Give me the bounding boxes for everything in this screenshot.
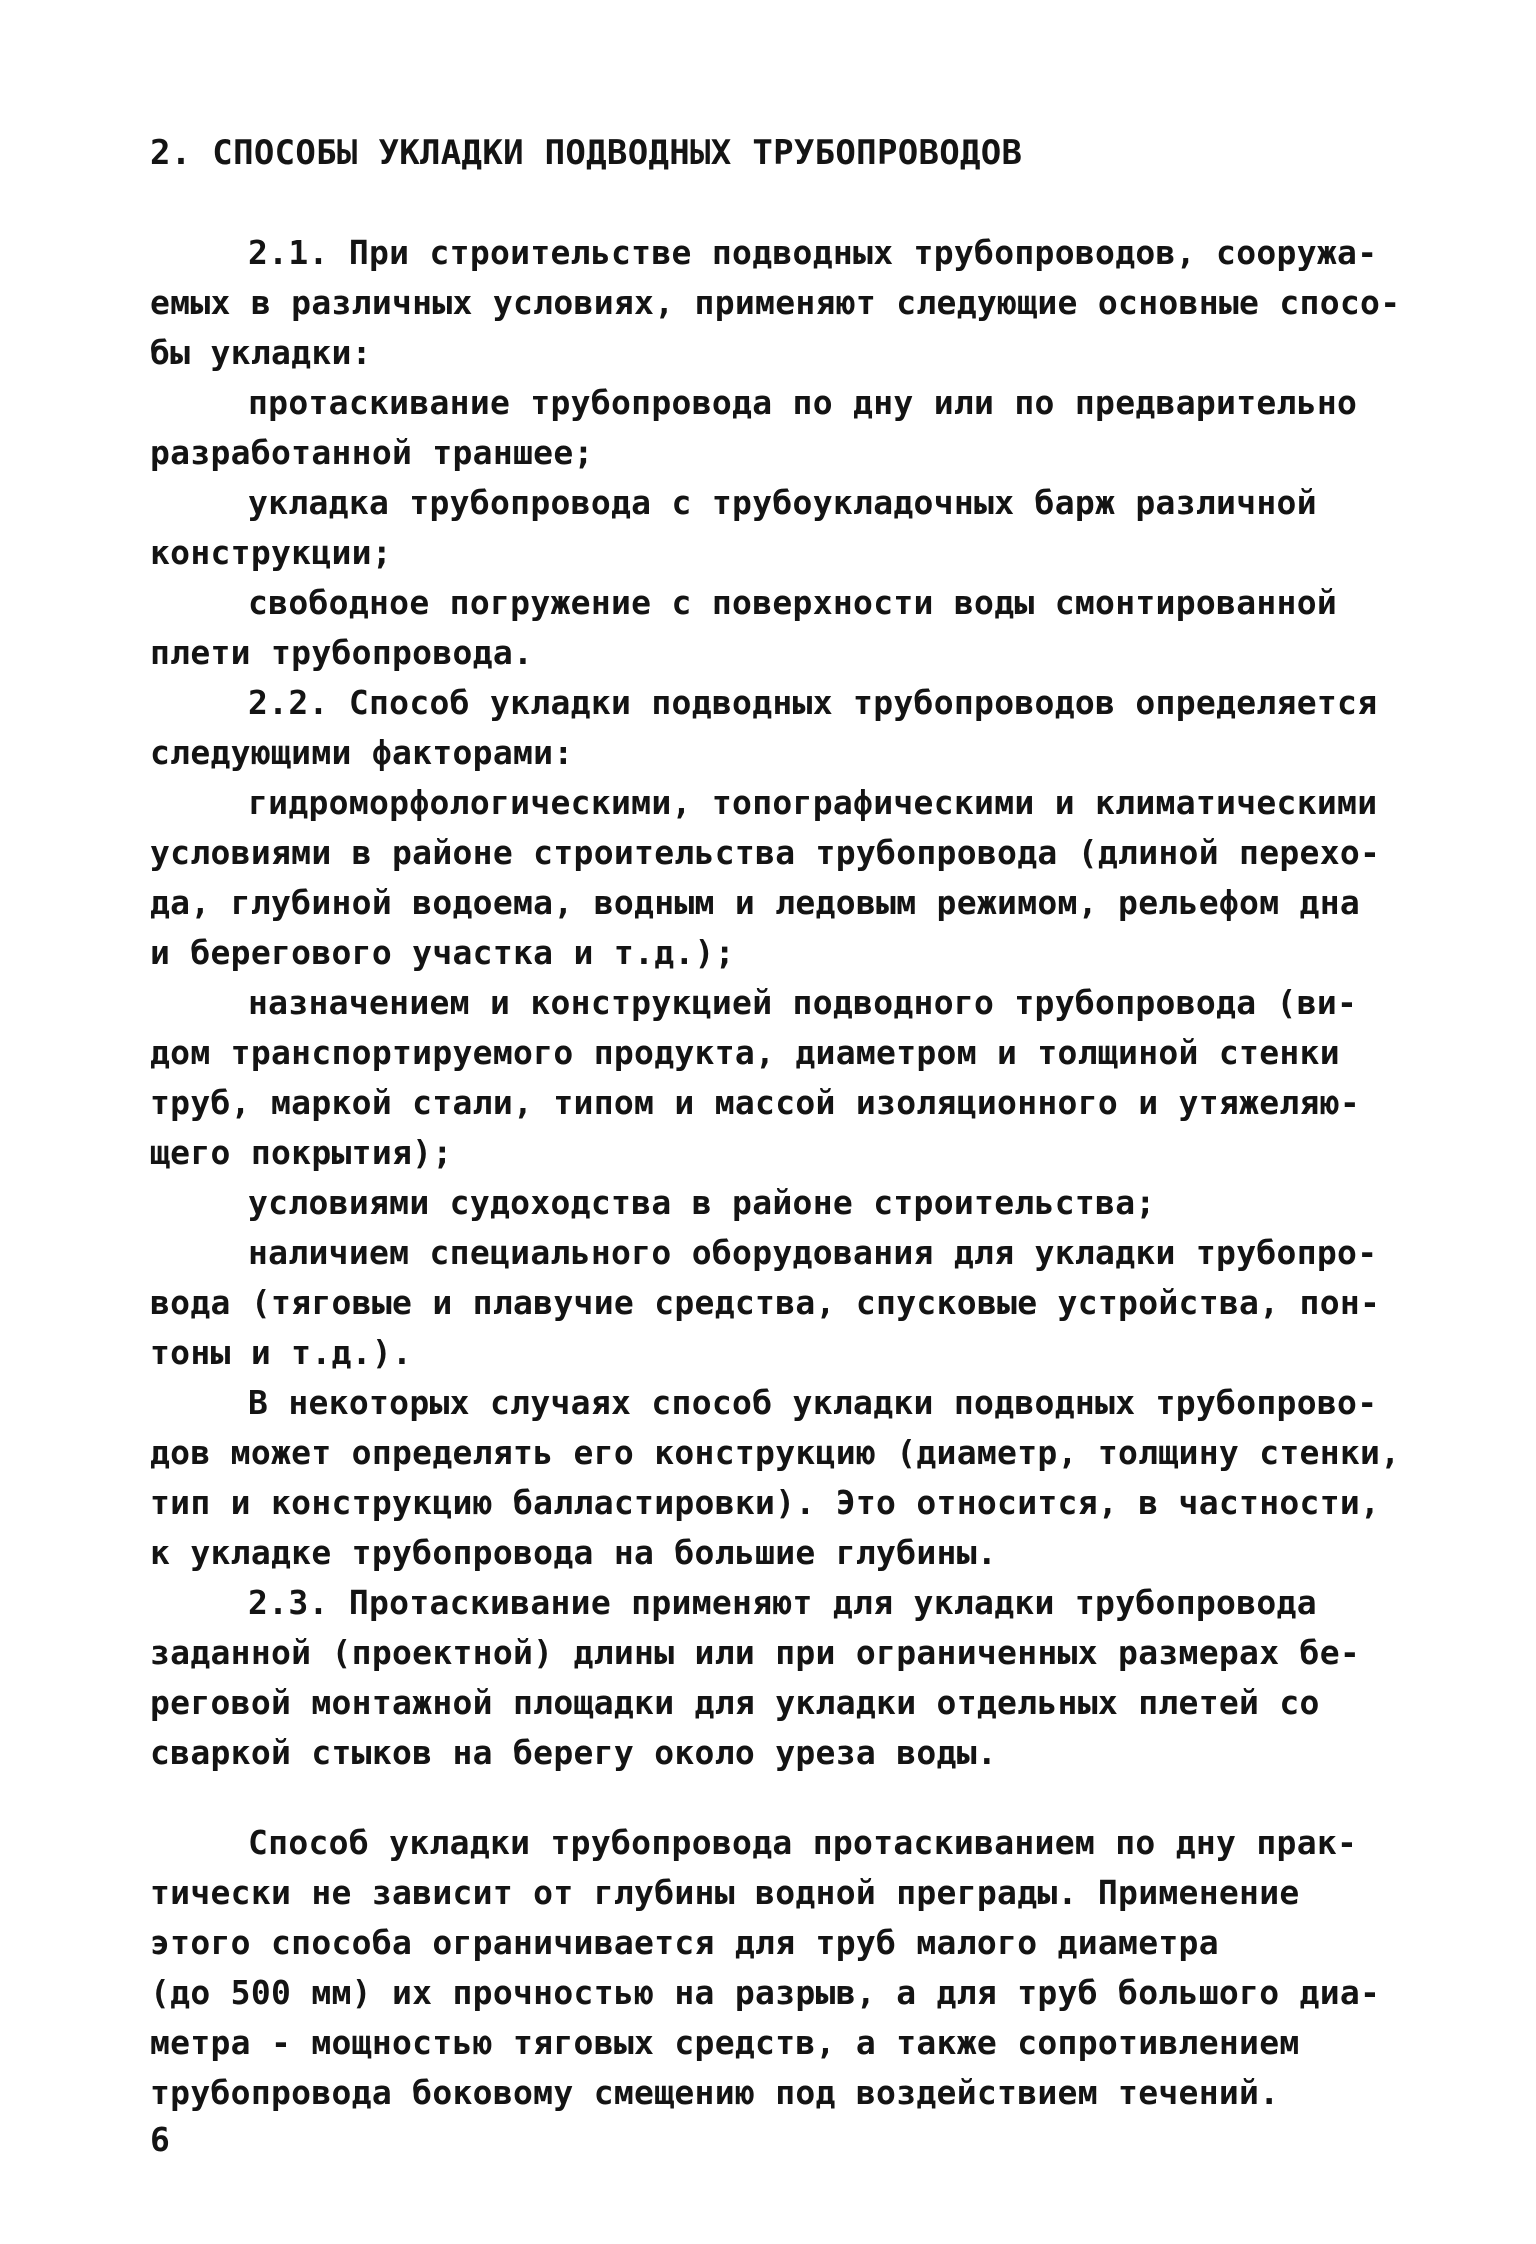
section-heading: 2. СПОСОБЫ УКЛАДКИ ПОДВОДНЫХ ТРУБОПРОВОДОВ [150, 133, 1023, 173]
paragraph-line: щего покрытия); [150, 1133, 453, 1172]
paragraph-line: емых в различных условиях, применяют следующие основные спосо- [150, 283, 1401, 322]
paragraph-line: к укладке трубопровода на большие глубины. [150, 1533, 998, 1572]
paragraph-line: трубопровода боковому смещению под воздействием течений. [150, 2073, 1280, 2112]
paragraph-line: 2.1. При строительстве подводных трубопроводов, сооружа- [248, 233, 1378, 272]
paragraph-line: бы укладки: [150, 333, 372, 372]
paragraph-line: назначением и конструкцией подводного трубопровода (ви- [248, 983, 1358, 1022]
paragraph-line: 2.2. Способ укладки подводных трубопроводов определяется [248, 683, 1378, 722]
paragraph-line: вода (тяговые и плавучие средства, спусковые устройства, пон- [150, 1283, 1381, 1322]
paragraph-line: следующими факторами: [150, 733, 574, 772]
paragraph-line: укладка трубопровода с трубоукладочных барж различной [248, 483, 1317, 522]
paragraph-line: конструкции; [150, 533, 393, 572]
paragraph-line: 2.3. Протаскивание применяют для укладки трубопровода [248, 1583, 1317, 1622]
paragraph-line: плети трубопровода. [150, 633, 534, 672]
paragraph-line: наличием специального оборудования для укладки трубопро- [248, 1233, 1378, 1272]
paragraph-line: Способ укладки трубопровода протаскиванием по дну прак- [248, 1823, 1358, 1862]
paragraph-line: метра - мощностью тяговых средств, а также сопротивлением [150, 2023, 1300, 2062]
paragraph-line: протаскивание трубопровода по дну или по предварительно [248, 383, 1358, 422]
paragraph-line: В некоторых случаях способ укладки подводных трубопрово- [248, 1383, 1378, 1422]
paragraph-line: и берегового участка и т.д.); [150, 933, 735, 972]
paragraph-line: тип и конструкцию балластировки). Это относится, в частности, [150, 1483, 1381, 1522]
paragraph-line: сваркой стыков на берегу около уреза воды. [150, 1733, 998, 1772]
paragraph-line: этого способа ограничивается для труб малого диаметра [150, 1923, 1219, 1962]
paragraph-line: заданной (проектной) длины или при ограниченных размерах бе- [150, 1633, 1361, 1672]
paragraph-line: (до 500 мм) их прочностью на разрыв, а для труб большого диа- [150, 1973, 1381, 2012]
paragraph-line: тоны и т.д.). [150, 1333, 413, 1372]
paragraph-line: гидроморфологическими, топографическими и климатическими [248, 783, 1378, 822]
paragraph-line: разработанной траншее; [150, 433, 594, 472]
paragraph-line: условиями в районе строительства трубопровода (длиной перехо- [150, 833, 1381, 872]
paragraph-line: дов может определять его конструкцию (диаметр, толщину стенки, [150, 1433, 1401, 1472]
paragraph-line: свободное погружение с поверхности воды смонтированной [248, 583, 1338, 622]
paragraph-line: условиями судоходства в районе строительства; [248, 1183, 1156, 1222]
paragraph-line: реговой монтажной площадки для укладки отдельных плетей со [150, 1683, 1320, 1722]
paragraph-line: да, глубиной водоема, водным и ледовым режимом, рельефом дна [150, 883, 1361, 922]
page-number: 6 [150, 2120, 170, 2159]
paragraph-line: дом транспортируемого продукта, диаметром и толщиной стенки [150, 1033, 1340, 1072]
paragraph-line: труб, маркой стали, типом и массой изоляционного и утяжеляю- [150, 1083, 1361, 1122]
paragraph-line: тически не зависит от глубины водной преграды. Применение [150, 1873, 1300, 1912]
